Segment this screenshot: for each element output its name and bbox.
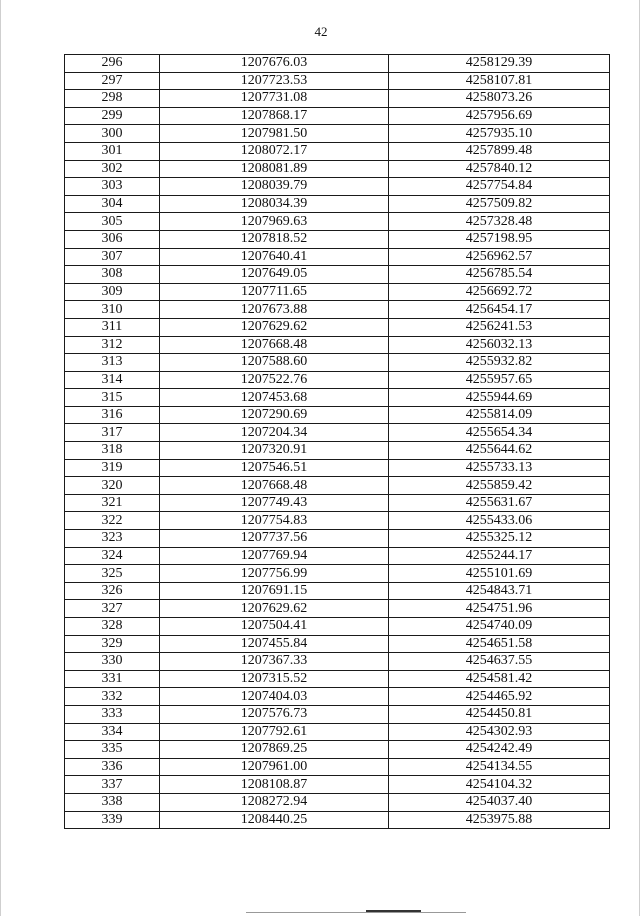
x-coordinate-cell: 1207522.76 xyxy=(160,371,389,389)
point-number-cell: 298 xyxy=(65,90,160,108)
point-number-cell: 338 xyxy=(65,793,160,811)
table-row xyxy=(65,459,610,477)
point-number-cell: 301 xyxy=(65,142,160,160)
y-coordinate-cell: 4255433.06 xyxy=(389,512,610,530)
point-number-cell: 297 xyxy=(65,72,160,90)
table-row xyxy=(65,318,610,336)
x-coordinate-cell: 1207868.17 xyxy=(160,107,389,125)
y-coordinate-cell: 4254651.58 xyxy=(389,635,610,653)
table-row xyxy=(65,336,610,354)
point-number-cell: 312 xyxy=(65,336,160,354)
table-row xyxy=(65,371,610,389)
table-row xyxy=(65,406,610,424)
coordinates-table xyxy=(64,54,610,829)
page-number: 42 xyxy=(314,24,328,39)
x-coordinate-cell: 1207792.61 xyxy=(160,723,389,741)
y-coordinate-cell: 4257198.95 xyxy=(389,230,610,248)
y-coordinate-cell: 4254581.42 xyxy=(389,670,610,688)
point-number-cell: 332 xyxy=(65,688,160,706)
y-coordinate-cell: 4255733.13 xyxy=(389,459,610,477)
table-row xyxy=(65,125,610,143)
y-coordinate-cell: 4254843.71 xyxy=(389,582,610,600)
y-coordinate-cell: 4254302.93 xyxy=(389,723,610,741)
x-coordinate-cell: 1208039.79 xyxy=(160,178,389,196)
table-row xyxy=(65,283,610,301)
table-row xyxy=(65,776,610,794)
y-coordinate-cell: 4255814.09 xyxy=(389,406,610,424)
table-row xyxy=(65,424,610,442)
point-number-cell: 337 xyxy=(65,776,160,794)
point-number-cell: 318 xyxy=(65,442,160,460)
bottom-divider-accent xyxy=(366,910,421,912)
x-coordinate-cell: 1208072.17 xyxy=(160,142,389,160)
table-row xyxy=(65,442,610,460)
point-number-cell: 309 xyxy=(65,283,160,301)
x-coordinate-cell: 1208034.39 xyxy=(160,195,389,213)
x-coordinate-cell: 1207320.91 xyxy=(160,442,389,460)
table-row xyxy=(65,653,610,671)
x-coordinate-cell: 1207576.73 xyxy=(160,705,389,723)
x-coordinate-cell: 1207455.84 xyxy=(160,635,389,653)
x-coordinate-cell: 1208108.87 xyxy=(160,776,389,794)
coordinates-table-body xyxy=(65,55,610,829)
y-coordinate-cell: 4255944.69 xyxy=(389,389,610,407)
y-coordinate-cell: 4257754.84 xyxy=(389,178,610,196)
table-row xyxy=(65,90,610,108)
y-coordinate-cell: 4258129.39 xyxy=(389,55,610,73)
table-row xyxy=(65,354,610,372)
table-row xyxy=(65,811,610,829)
bottom-divider xyxy=(246,912,466,913)
point-number-cell: 311 xyxy=(65,318,160,336)
point-number-cell: 316 xyxy=(65,406,160,424)
x-coordinate-cell: 1207204.34 xyxy=(160,424,389,442)
x-coordinate-cell: 1207290.69 xyxy=(160,406,389,424)
table-row xyxy=(65,582,610,600)
point-number-cell: 304 xyxy=(65,195,160,213)
point-number-cell: 314 xyxy=(65,371,160,389)
x-coordinate-cell: 1207404.03 xyxy=(160,688,389,706)
point-number-cell: 336 xyxy=(65,758,160,776)
table-row xyxy=(65,705,610,723)
point-number-cell: 329 xyxy=(65,635,160,653)
table-row xyxy=(65,635,610,653)
point-number-cell: 306 xyxy=(65,230,160,248)
y-coordinate-cell: 4255957.65 xyxy=(389,371,610,389)
table-row xyxy=(65,618,610,636)
x-coordinate-cell: 1207737.56 xyxy=(160,530,389,548)
y-coordinate-cell: 4254242.49 xyxy=(389,741,610,759)
x-coordinate-cell: 1207969.63 xyxy=(160,213,389,231)
point-number-cell: 310 xyxy=(65,301,160,319)
x-coordinate-cell: 1207668.48 xyxy=(160,477,389,495)
point-number-cell: 317 xyxy=(65,424,160,442)
y-coordinate-cell: 4254465.92 xyxy=(389,688,610,706)
y-coordinate-cell: 4255244.17 xyxy=(389,547,610,565)
x-coordinate-cell: 1207711.65 xyxy=(160,283,389,301)
x-coordinate-cell: 1207769.94 xyxy=(160,547,389,565)
table-row xyxy=(65,477,610,495)
point-number-cell: 319 xyxy=(65,459,160,477)
x-coordinate-cell: 1207869.25 xyxy=(160,741,389,759)
x-coordinate-cell: 1207961.00 xyxy=(160,758,389,776)
table-row xyxy=(65,793,610,811)
table-row xyxy=(65,723,610,741)
x-coordinate-cell: 1207367.33 xyxy=(160,653,389,671)
point-number-cell: 339 xyxy=(65,811,160,829)
x-coordinate-cell: 1207723.53 xyxy=(160,72,389,90)
table-row xyxy=(65,230,610,248)
x-coordinate-cell: 1207749.43 xyxy=(160,494,389,512)
point-number-cell: 335 xyxy=(65,741,160,759)
table-row xyxy=(65,512,610,530)
y-coordinate-cell: 4255932.82 xyxy=(389,354,610,372)
y-coordinate-cell: 4256241.53 xyxy=(389,318,610,336)
y-coordinate-cell: 4254450.81 xyxy=(389,705,610,723)
x-coordinate-cell: 1207981.50 xyxy=(160,125,389,143)
table-row xyxy=(65,547,610,565)
point-number-cell: 327 xyxy=(65,600,160,618)
point-number-cell: 303 xyxy=(65,178,160,196)
point-number-cell: 296 xyxy=(65,55,160,73)
table-row xyxy=(65,600,610,618)
x-coordinate-cell: 1208272.94 xyxy=(160,793,389,811)
point-number-cell: 328 xyxy=(65,618,160,636)
point-number-cell: 313 xyxy=(65,354,160,372)
y-coordinate-cell: 4254104.32 xyxy=(389,776,610,794)
y-coordinate-cell: 4253975.88 xyxy=(389,811,610,829)
x-coordinate-cell: 1207315.52 xyxy=(160,670,389,688)
table-row xyxy=(65,494,610,512)
table-row xyxy=(65,160,610,178)
table-row xyxy=(65,107,610,125)
x-coordinate-cell: 1207756.99 xyxy=(160,565,389,583)
table-row xyxy=(65,758,610,776)
y-coordinate-cell: 4257899.48 xyxy=(389,142,610,160)
y-coordinate-cell: 4258107.81 xyxy=(389,72,610,90)
point-number-cell: 315 xyxy=(65,389,160,407)
point-number-cell: 333 xyxy=(65,705,160,723)
x-coordinate-cell: 1208081.89 xyxy=(160,160,389,178)
table-row xyxy=(65,301,610,319)
y-coordinate-cell: 4256962.57 xyxy=(389,248,610,266)
y-coordinate-cell: 4257509.82 xyxy=(389,195,610,213)
y-coordinate-cell: 4254751.96 xyxy=(389,600,610,618)
y-coordinate-cell: 4254740.09 xyxy=(389,618,610,636)
x-coordinate-cell: 1207453.68 xyxy=(160,389,389,407)
point-number-cell: 331 xyxy=(65,670,160,688)
y-coordinate-cell: 4254037.40 xyxy=(389,793,610,811)
x-coordinate-cell: 1207588.60 xyxy=(160,354,389,372)
y-coordinate-cell: 4256692.72 xyxy=(389,283,610,301)
x-coordinate-cell: 1207640.41 xyxy=(160,248,389,266)
table-row xyxy=(65,266,610,284)
table-row xyxy=(65,142,610,160)
table-row xyxy=(65,389,610,407)
y-coordinate-cell: 4257935.10 xyxy=(389,125,610,143)
y-coordinate-cell: 4257840.12 xyxy=(389,160,610,178)
table-row xyxy=(65,530,610,548)
x-coordinate-cell: 1207629.62 xyxy=(160,318,389,336)
y-coordinate-cell: 4255101.69 xyxy=(389,565,610,583)
x-coordinate-cell: 1207668.48 xyxy=(160,336,389,354)
point-number-cell: 320 xyxy=(65,477,160,495)
y-coordinate-cell: 4254637.55 xyxy=(389,653,610,671)
point-number-cell: 300 xyxy=(65,125,160,143)
x-coordinate-cell: 1207546.51 xyxy=(160,459,389,477)
y-coordinate-cell: 4254134.55 xyxy=(389,758,610,776)
y-coordinate-cell: 4255325.12 xyxy=(389,530,610,548)
point-number-cell: 307 xyxy=(65,248,160,266)
y-coordinate-cell: 4255654.34 xyxy=(389,424,610,442)
table-row xyxy=(65,565,610,583)
y-coordinate-cell: 4257328.48 xyxy=(389,213,610,231)
table-row xyxy=(65,688,610,706)
point-number-cell: 302 xyxy=(65,160,160,178)
point-number-cell: 321 xyxy=(65,494,160,512)
point-number-cell: 308 xyxy=(65,266,160,284)
point-number-cell: 322 xyxy=(65,512,160,530)
point-number-cell: 299 xyxy=(65,107,160,125)
table-row xyxy=(65,248,610,266)
point-number-cell: 330 xyxy=(65,653,160,671)
y-coordinate-cell: 4257956.69 xyxy=(389,107,610,125)
point-number-cell: 305 xyxy=(65,213,160,231)
x-coordinate-cell: 1207649.05 xyxy=(160,266,389,284)
x-coordinate-cell: 1207676.03 xyxy=(160,55,389,73)
table-row xyxy=(65,72,610,90)
y-coordinate-cell: 4256032.13 xyxy=(389,336,610,354)
x-coordinate-cell: 1207691.15 xyxy=(160,582,389,600)
x-coordinate-cell: 1207818.52 xyxy=(160,230,389,248)
y-coordinate-cell: 4255644.62 xyxy=(389,442,610,460)
y-coordinate-cell: 4258073.26 xyxy=(389,90,610,108)
x-coordinate-cell: 1207504.41 xyxy=(160,618,389,636)
y-coordinate-cell: 4255631.67 xyxy=(389,494,610,512)
point-number-cell: 334 xyxy=(65,723,160,741)
table-row xyxy=(65,741,610,759)
x-coordinate-cell: 1207731.08 xyxy=(160,90,389,108)
table-row xyxy=(65,55,610,73)
point-number-cell: 325 xyxy=(65,565,160,583)
point-number-cell: 323 xyxy=(65,530,160,548)
table-row xyxy=(65,178,610,196)
x-coordinate-cell: 1207673.88 xyxy=(160,301,389,319)
table-row xyxy=(65,213,610,231)
point-number-cell: 324 xyxy=(65,547,160,565)
table-row xyxy=(65,670,610,688)
y-coordinate-cell: 4255859.42 xyxy=(389,477,610,495)
y-coordinate-cell: 4256454.17 xyxy=(389,301,610,319)
x-coordinate-cell: 1207629.62 xyxy=(160,600,389,618)
table-row xyxy=(65,195,610,213)
y-coordinate-cell: 4256785.54 xyxy=(389,266,610,284)
x-coordinate-cell: 1207754.83 xyxy=(160,512,389,530)
x-coordinate-cell: 1208440.25 xyxy=(160,811,389,829)
point-number-cell: 326 xyxy=(65,582,160,600)
